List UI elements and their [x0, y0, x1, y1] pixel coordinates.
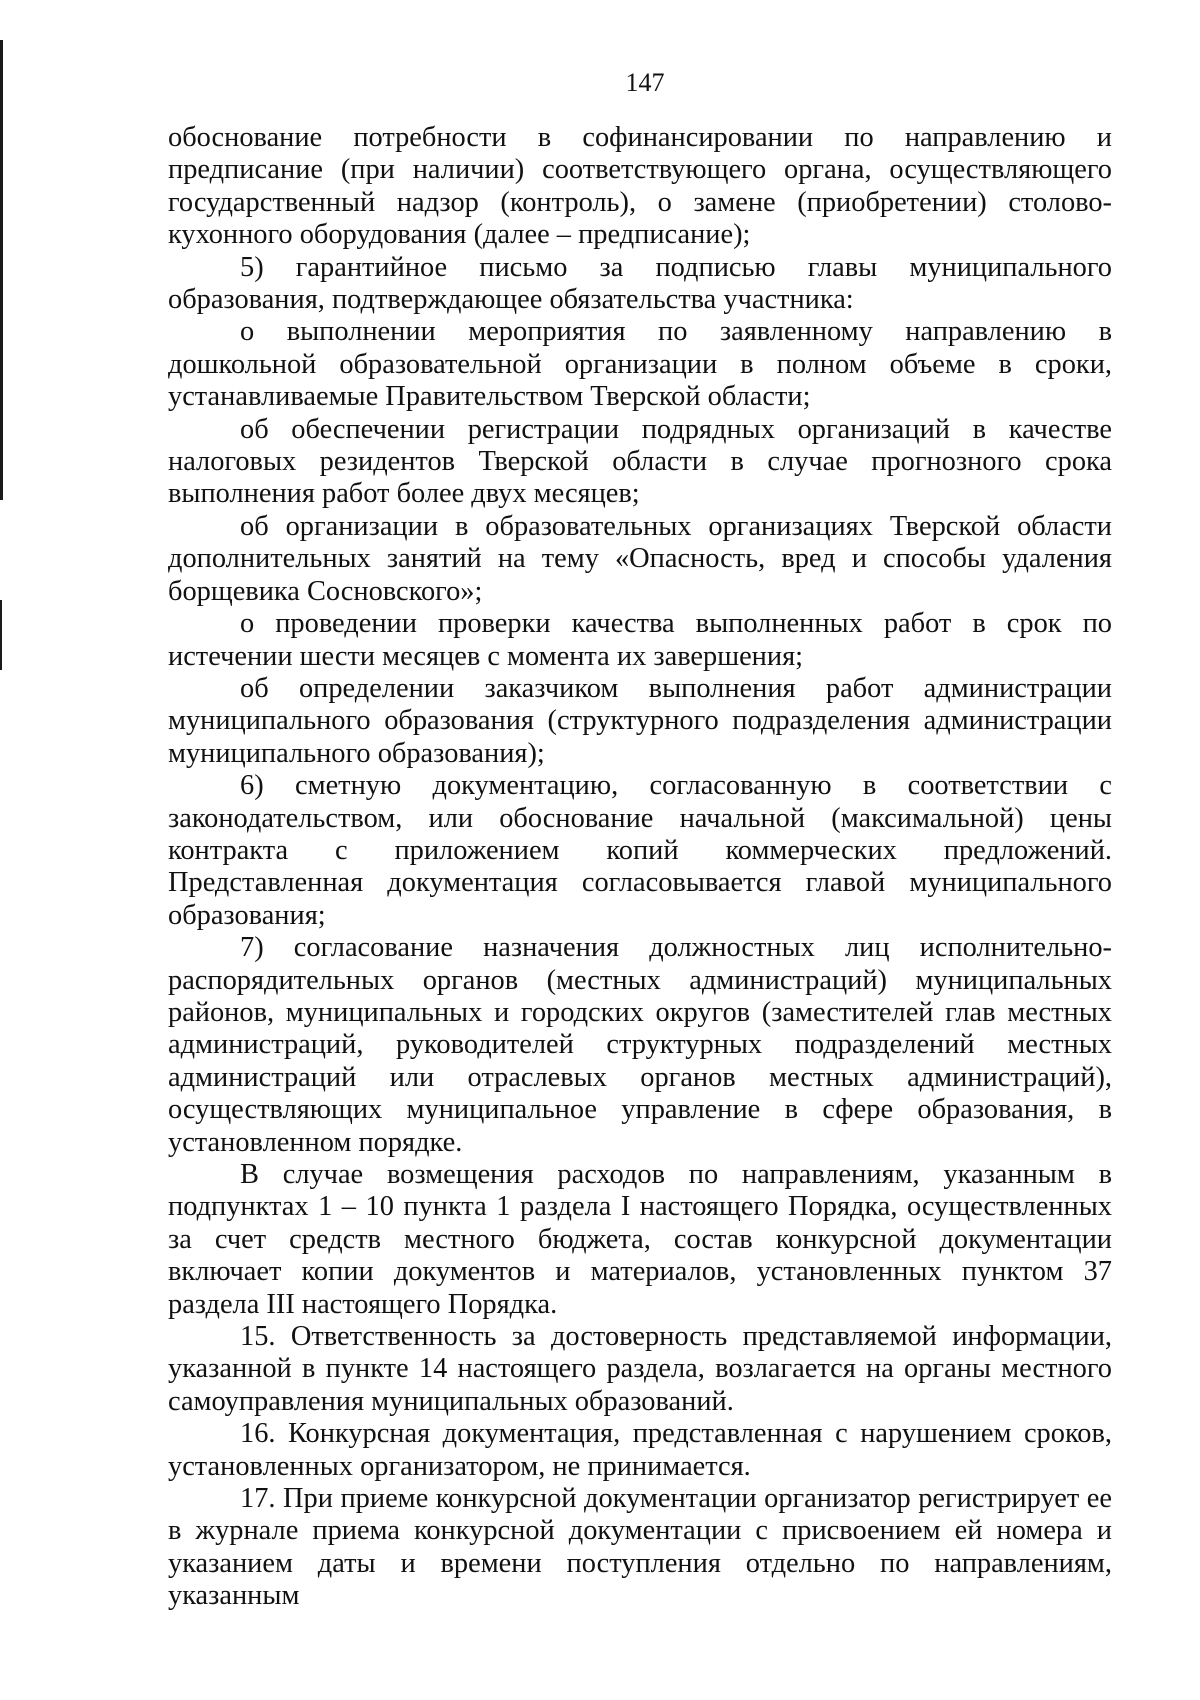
paragraph: о выполнении мероприятия по заявленному направлению в дошкольной образовательной организации в полном объеме в сроки, устанавливаемые Правительством Тверской области; — [168, 316, 1112, 413]
scan-edge-mark — [0, 40, 3, 500]
paragraph: 6) сметную документацию, согласованную в соответствии с законодательством, или обоснование начальной (максимальной) цены контракта с приложением копий коммерческих предложений. Представленная документация согласовывается главой муниципального образования; — [168, 770, 1112, 931]
page-number: 147 — [625, 68, 665, 97]
paragraph: об организации в образовательных организациях Тверской области дополнительных занятий на тему «Опасность, вред и способы удаления борщевика Сосновского»; — [168, 510, 1112, 607]
paragraph: В случае возмещения расходов по направлениям, указанным в подпунктах 1 – 10 пункта 1 раздела I настоящего Порядка, осуществленных за счет средств местного бюджета, состав конкурсной документации включает копии документов и материалов, установленных пунктом 37 раздела III настоящего Порядка. — [168, 1159, 1112, 1320]
paragraph: о проведении проверки качества выполненных работ в срок по истечении шести месяцев с момента их завершения; — [168, 608, 1112, 672]
scan-edge-mark-lower — [0, 600, 2, 670]
paragraph: об обеспечении регистрации подрядных организаций в качестве налоговых резидентов Тверской области в случае прогнозного срока выполнения работ более двух месяцев; — [168, 413, 1112, 510]
paragraph: 7) согласование назначения должностных лиц исполнительно-распорядительных органов (местных администраций) муниципальных районов, муниципальных и городских округов (заместителей глав местных администраций, руководителей структурных подразделений местных администраций или отраслевых органов местных администраций), осуществляющих муниципальное управление в сфере образования, в установленном порядке. — [168, 932, 1112, 1158]
paragraph: 16. Конкурсная документация, представленная с нарушением сроков, установленных организатором, не принимается. — [168, 1418, 1112, 1482]
paragraph: 15. Ответственность за достоверность представляемой информации, указанной в пункте 14 настоящего раздела, возлагается на органы местного самоуправления муниципальных образований. — [168, 1321, 1112, 1417]
paragraph: 17. При приеме конкурсной документации организатор регистрирует ее в журнале приема конкурсной документации с присвоением ей номера и указанием даты и времени поступления отдельно по направлениям, указанным — [168, 1483, 1112, 1612]
paragraph: 5) гарантийное письмо за подписью главы муниципального образования, подтверждающее обязательства участника: — [168, 251, 1112, 316]
document-body — [168, 122, 1112, 1613]
paragraph: обоснование потребности в софинансировании по направлению и предписание (при наличии) соответствующего органа, осуществляющего государственный надзор (контроль), о замене (приобретении) столово-кухонного оборудования (далее – предписание); — [168, 122, 1112, 251]
paragraph: об определении заказчиком выполнения работ администрации муниципального образования (структурного подразделения администрации муниципального образования); — [168, 672, 1112, 769]
